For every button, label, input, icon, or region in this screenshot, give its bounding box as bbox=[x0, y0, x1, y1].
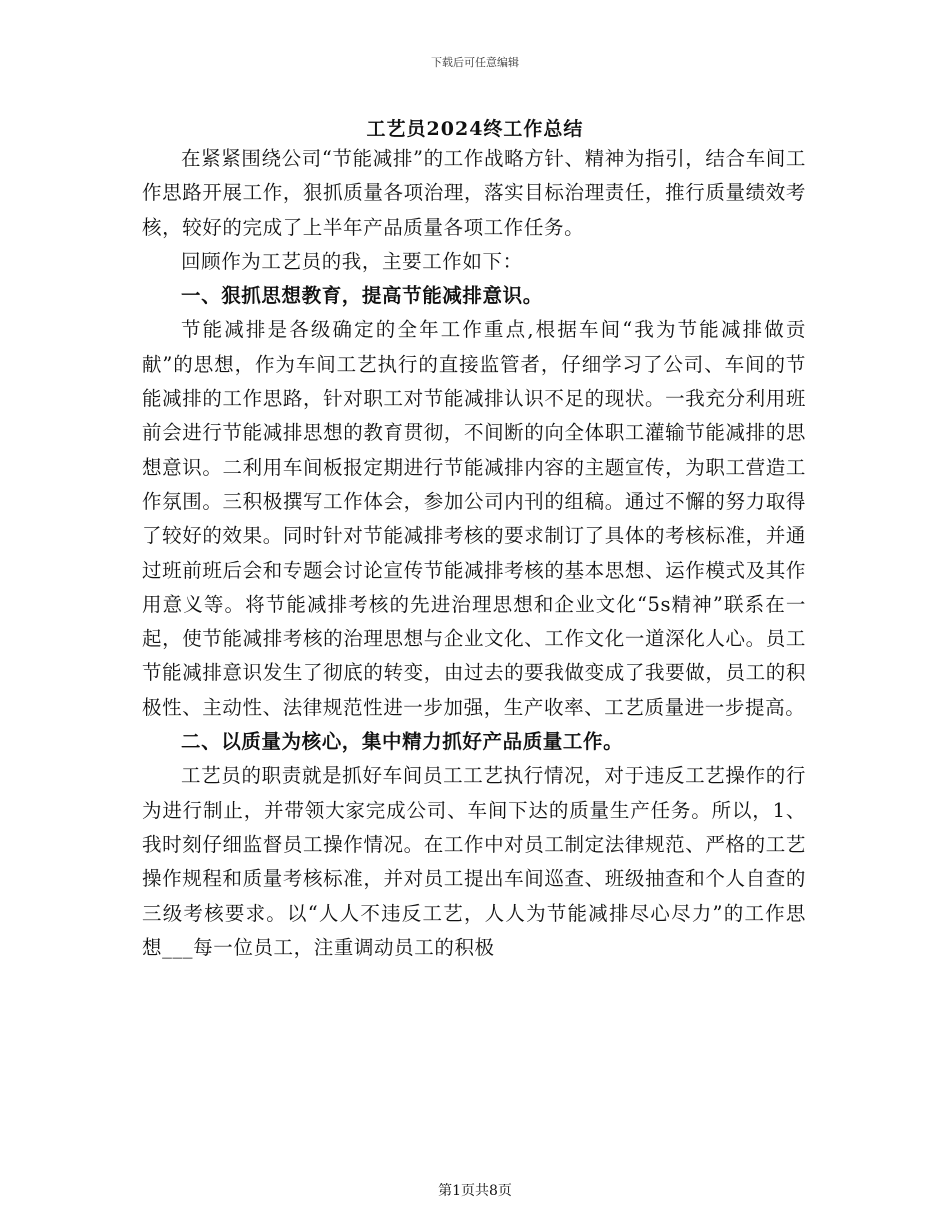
review-paragraph: 回顾作为工艺员的我，主要工作如下： bbox=[181, 249, 523, 273]
page-title: 工艺员2024终工作总结 bbox=[366, 118, 584, 140]
intro-paragraph: 在紧紧围绕公司“节能减排”的工作战略方针、精神为指引，结合车间工作思路开展工作，狠抓质量各项治理，落实目标治理责任，推行质量绩效考核，较好的完成了上半年产品质量各项工作任务。 bbox=[142, 147, 806, 239]
section-2-paragraph: 工艺员的职责就是抓好车间员工工艺执行情况，对于违反工艺操作的行为进行制止，并带领大家完成公司、车间下达的质量生产任务。所以，1、我时刻仔细监督员工操作情况。在工作中对员工制定法律规范、严格的工艺操作规程和质量考核标准，并对员工提出车间巡查、班级抽查和个人自查的三级考核要求。以“人人不违反工艺，人人为节能减排尽心尽力”的工作思想___每一位员工，注重调动员工的积极 bbox=[142, 764, 806, 959]
section-1-paragraph: 节能减排是各级确定的全年工作重点,根据车间“我为节能减排做贡献”的思想，作为车间工艺执行的直接监管者，仔细学习了公司、车间的节能减排的工作思路，针对职工对节能减排认识不足的现状。一我充分利用班前会进行节能减排思想的教育贯彻，不间断的向全体职工灌输节能减排的思想意识。二利用车间板报定期进行节能减排内容的主题宣传，为职工营造工作氛围。三积极撰写工作体会，参加公司内刊的组稿。通过不懈的努力取得了较好的效果。同时针对节能减排考核的要求制订了具体的考核标准，并通过班前班后会和专题会讨论宣传节能减排考核的基本思想、运作模式及其作用意义等。将节能减排考核的先进治理思想和企业文化“5s精神”联系在一起，使节能减排考核的治理思想与企业文化、工作文化一道深化人心。员工节能减排意识发生了彻底的转变，由过去的要我做变成了我要做，员工的积极性、主动性、法律规范性进一步加强，生产收率、工艺质量进一步提高。 bbox=[142, 318, 806, 719]
section-heading-1: 一、狠抓思想教育，提高节能减排意识。 bbox=[181, 284, 543, 308]
page-footer: 第1页共8页 bbox=[438, 1183, 512, 1199]
document-body bbox=[142, 142, 806, 965]
section-heading-2: 二、以质量为核心，集中精力抓好产品质量工作。 bbox=[181, 730, 624, 754]
header-note: 下载后可任意编辑 bbox=[431, 56, 519, 69]
